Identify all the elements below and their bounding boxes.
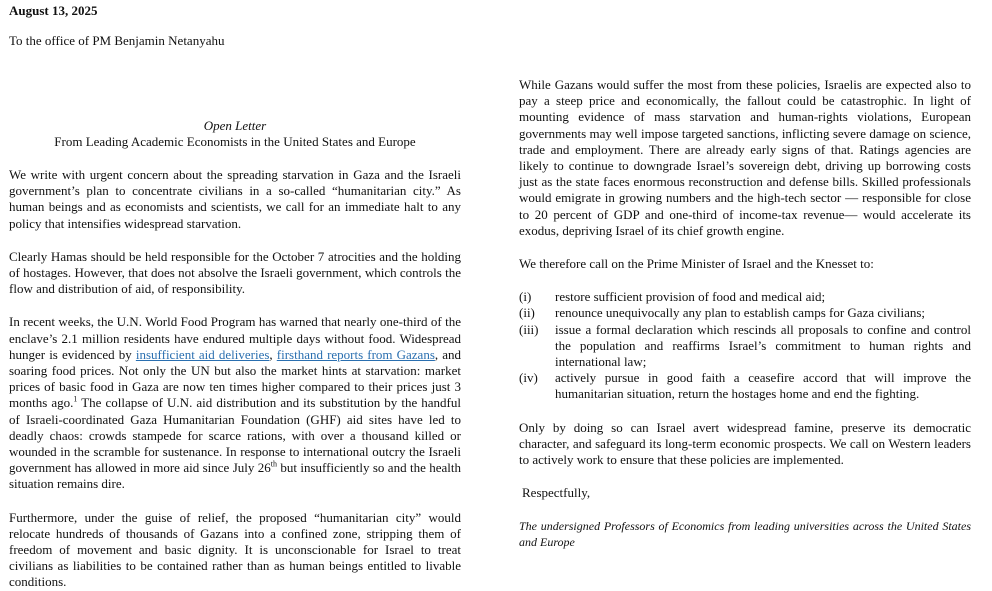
- list-item-number: (iv): [519, 370, 538, 386]
- paragraph-economic-fallout: While Gazans would suffer the most from these policies, Israelis are expected also to pay a steep price and economically, the fallout could be catastrophic. In light of mounting evidence of mass starvation and human-rights violations, European governments may well impose targeted sanctions, inflicting severe damage on science, trade and employment. There are already early signs of that. Ratings agencies are likely to continue to downgrade Israel’s sovereign debt, driving up borrowing costs just as the state faces enormous reconstruction and defense bills. Skilled professionals would emigrate in growing numbers and the high-tech sector — responsible for close to 20 percent of GDP and one-third of income-tax revenue— would accelerate its exodus, depriving Israel of its chief growth engine.: [519, 77, 971, 238]
- list-item-text: renounce unequivocally any plan to establish camps for Gaza civilians;: [555, 305, 926, 321]
- paragraph-humanitarian-city: Furthermore, under the guise of relief, the proposed “humanitarian city” would relocate hundreds of thousands of Gazans into a confined zone, stripping them of freedom of movement and basic dignity. It is unconscionable for Israel to treat civilians as liabilities to be contained rather than as human beings entitled to livable conditions.: [9, 509, 461, 590]
- signature-line: The undersigned Professors of Economics from leading universities across the United States and Europe: [519, 519, 971, 550]
- letter-date: August 13, 2025: [9, 3, 98, 18]
- paragraph-wfp-text-a: In recent weeks, the U.N. World Food Program has warned that nearly one-third of the enclave’s 2.1 million residents have endured multiple days without food. Widespread hunger is evidenced by: [9, 314, 461, 362]
- letter-heading: [9, 118, 461, 150]
- list-item: [519, 370, 971, 402]
- paragraph-hamas: Clearly Hamas should be held responsible for the October 7 atrocities and the holding of hostages. However, that does not absolve the Israeli government, which controls the flow and distribution of aid, of responsibility.: [9, 248, 461, 297]
- list-item: [519, 305, 971, 321]
- list-item-text: actively pursue in good faith a ceasefire accord that will improve the humanitarian situation, return the hostages home and end the fighting.: [555, 370, 971, 402]
- footnote-marker[interactable]: 1: [73, 395, 78, 405]
- list-item: [519, 289, 971, 305]
- closing-salutation: Respectfully,: [522, 485, 591, 501]
- link-insufficient-aid[interactable]: insufficient aid deliveries: [135, 346, 270, 362]
- paragraph-wfp: [9, 314, 461, 492]
- paragraph-call-to-action: We therefore call on the Prime Minister of Israel and the Knesset to:: [519, 256, 874, 272]
- letter-title: Open Letter: [203, 118, 267, 133]
- right-column: [519, 77, 971, 550]
- paragraph-conclusion: Only by doing so can Israel avert widespread famine, preserve its democratic character, and safeguard its long-term economic prospects. We call on Western leaders to actively work to ensure that these policies are implemented.: [519, 419, 971, 468]
- list-item-number: (ii): [519, 305, 535, 321]
- paragraph-intro: We write with urgent concern about the spreading starvation in Gaza and the Israeli government’s plan to concentrate civilians in a so-called “humanitarian city.” As human beings and as economists and scientists, we call for an immediate halt to any policy that intensifies widespread starvation.: [9, 167, 461, 231]
- left-column: [9, 0, 461, 591]
- recipient-line: To the office of PM Benjamin Netanyahu: [9, 33, 225, 48]
- paragraph-wfp-text-b: , and soaring food prices. Not only the UN but also the market hints at starvation: market prices of basic food in Gaza are now ten times higher compared to their prices just 3 months ago.: [9, 346, 462, 411]
- list-item-text: restore sufficient provision of food and medical aid;: [555, 289, 826, 305]
- list-item: [519, 322, 971, 371]
- paragraph-wfp-text-c: The collapse of U.N. aid distribution and its substitution by the handful of Israeli-coordinated Gaza Humanitarian Foundation (GHF) aid sites have led to deadly chaos: crowds stampede for scarce rations, with over a thousand killed or wounded in the scramble for sustenance. In response to international outcry the Israeli government has allowed in more aid since July 26: [9, 395, 461, 476]
- letter-subtitle: From Leading Academic Economists in the United States and Europe: [54, 134, 416, 149]
- list-item-number: (iii): [519, 321, 539, 337]
- link-firsthand-reports[interactable]: firsthand reports from Gazans: [276, 346, 435, 362]
- demands-list: [519, 289, 971, 402]
- list-item-number: (i): [519, 289, 532, 305]
- paragraph-wfp-comma: ,: [269, 346, 277, 362]
- ordinal-suffix: th: [270, 459, 277, 469]
- list-item-text: issue a formal declaration which rescinds all proposals to confine and control the population and reaffirms Israel’s commitment to human rights and international law;: [555, 321, 971, 370]
- paragraph-wfp-text-d: but insufficiently so and the health situation remains dire.: [9, 460, 461, 492]
